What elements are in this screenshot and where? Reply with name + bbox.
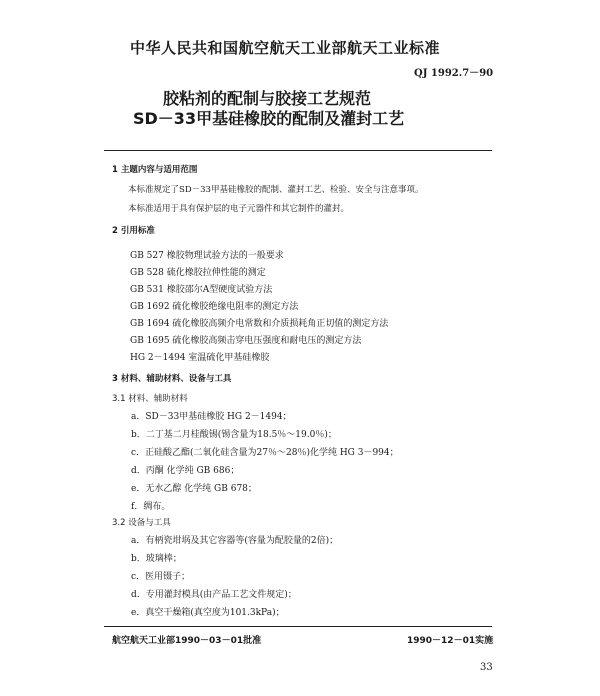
standard-number: QJ 1992.7－90 — [414, 68, 494, 79]
document-title-line2: SD－33甲基硅橡胶的配制及灌封工艺 — [133, 109, 405, 128]
section-3-heading: 3 材料、辅助材料、设备与工具 — [112, 374, 232, 384]
reference-item: GB 1692 硫化橡胶绝缘电阻率的测定方法 — [130, 302, 299, 312]
approval-date: 航空航天工业部1990－03－01批准 — [112, 636, 262, 646]
material-item: e．无水乙醇 化学纯 GB 678； — [131, 484, 257, 494]
equipment-item: a．有柄瓷坩埚及其它容器等(容量为配胶量的2倍)； — [131, 536, 339, 546]
equipment-item: c．医用镊子； — [131, 572, 191, 582]
reference-item: GB 528 硫化橡胶拉伸性能的测定 — [130, 268, 266, 278]
reference-item: GB 531 橡胶邵尔A型硬度试验方法 — [130, 285, 273, 295]
section-1-paragraph-1: 本标准规定了SD－33甲基硅橡胶的配制、灌封工艺、检验、安全与注意事项。 — [128, 185, 424, 195]
material-item: b．二丁基二月桂酸锡(锡含量为18.5％～19.0％)； — [131, 430, 337, 440]
equipment-item: d．专用灌封模具(由产品工艺文件规定)； — [131, 590, 297, 600]
material-item: a．SD－33甲基硅橡胶 HG 2－1494； — [131, 412, 292, 422]
page-number: 33 — [480, 662, 493, 673]
equipment-item: b．玻璃棒； — [131, 554, 182, 564]
section-1-paragraph-2: 本标准适用于具有保护层的电子元器件和其它制件的灌封。 — [128, 204, 350, 214]
footer-divider — [104, 626, 492, 627]
section-3-2-heading: 3.2 设备与工具 — [112, 518, 171, 528]
material-item: d．丙酮 化学纯 GB 686； — [131, 466, 240, 476]
document-title-line1: 胶粘剂的配制与胶接工艺规范 — [163, 89, 372, 108]
reference-item: GB 527 橡胶物理试验方法的一般要求 — [130, 251, 284, 261]
reference-item: HG 2－1494 室温硫化甲基硅橡胶 — [130, 353, 270, 363]
section-1-heading: 1 主题内容与适用范围 — [112, 165, 198, 175]
material-item: c．正硅酸乙酯(二氧化硅含量为27％～28％)化学纯 HG 3－994； — [131, 448, 399, 458]
header-divider — [104, 150, 492, 151]
equipment-item: e．真空干燥箱(真空度为101.3kPa)； — [131, 608, 285, 618]
reference-item: GB 1694 硫化橡胶高频介电常数和介质损耗角正切值的测定方法 — [130, 319, 389, 329]
reference-item: GB 1695 硫化橡胶高频击穿电压强度和耐电压的测定方法 — [130, 336, 362, 346]
section-3-1-heading: 3.1 材料、辅助材料 — [112, 394, 188, 404]
effective-date: 1990－12－01实施 — [407, 636, 494, 646]
material-item: f．绸布。 — [131, 502, 171, 512]
issuing-authority: 中华人民共和国航空航天工业部航天工业标准 — [130, 39, 441, 57]
section-2-heading: 2 引用标准 — [112, 226, 155, 236]
